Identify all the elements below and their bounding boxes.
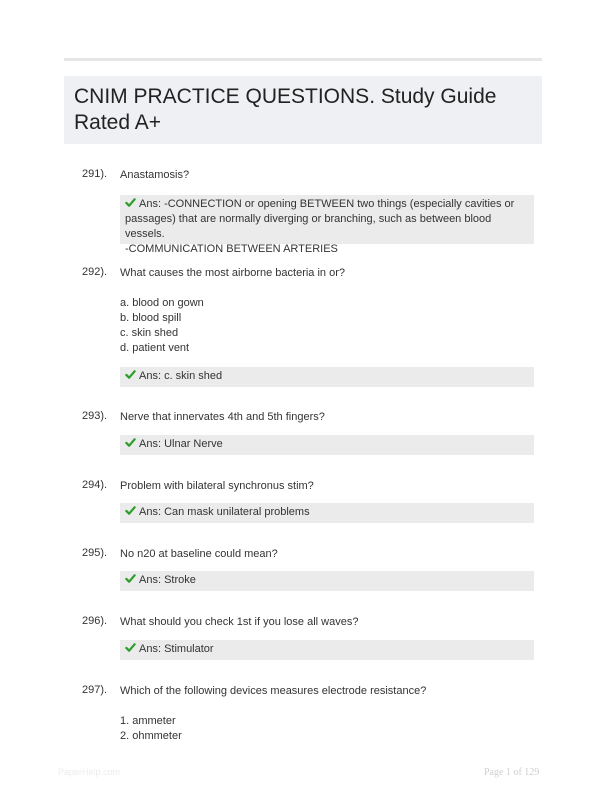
question-number: 295). [82,547,108,559]
question-number: 292). [82,266,108,278]
watermark-text: PaperHelp.com [58,767,121,777]
option-item: c. skin shed [120,327,179,339]
option-item: d. patient vent [120,342,190,354]
answer-line: Ans: Stroke [139,574,196,586]
answer-box [120,435,534,455]
answer-box [120,367,534,387]
check-icon [125,437,136,448]
option-list [120,714,530,744]
answer-line: Ans: Can mask unilateral problems [139,506,310,518]
check-icon [125,573,136,584]
answer-line: Ans: Stimulator [139,643,214,655]
answer-box [120,640,534,660]
option-item: a. blood on gown [120,297,204,309]
answer-line: Ans: Ulnar Nerve [139,438,223,450]
option-item: 2. ohmmeter [120,730,182,742]
question-number: 291). [82,168,108,180]
question-number: 294). [82,479,108,491]
answer-line: Ans: c. skin shed [139,370,223,382]
answer-box [120,571,534,591]
question-number: 297). [82,684,108,696]
question-text: What causes the most airborne bacteria in or? [120,267,346,279]
question-number: 296). [82,615,108,627]
page-title: CNIM PRACTICE QUESTIONS. Study Guide Rated A+ [74,85,497,134]
answer-line: -COMMUNICATION BETWEEN ARTERIES [125,243,338,255]
question-text: Anastamosis? [120,169,190,181]
answer-line: Ans: -CONNECTION or opening BETWEEN two things (especially cavities or [139,198,515,210]
check-icon [125,505,136,516]
title-banner [64,76,542,144]
question-text: Nerve that innervates 4th and 5th fingers? [120,411,325,423]
option-item: b. blood spill [120,312,182,324]
check-icon [125,369,136,380]
check-icon [125,642,136,653]
question-text: What should you check 1st if you lose all waves? [120,616,359,628]
page-number: Page 1 of 129 [484,767,540,778]
answer-box [120,503,534,523]
question-text: No n20 at baseline could mean? [120,548,278,560]
option-item: 1. ammeter [120,715,176,727]
answer-box [120,195,534,255]
question-text: Which of the following devices measures electrode resistance? [120,685,427,697]
question-text: Problem with bilateral synchronus stim? [120,480,314,492]
answer-line: passages) that are normally diverging or branching, such as between blood vessels. [125,213,492,240]
option-list [120,296,530,356]
top-divider [64,58,542,61]
check-icon [125,197,136,208]
question-number: 293). [82,410,108,422]
